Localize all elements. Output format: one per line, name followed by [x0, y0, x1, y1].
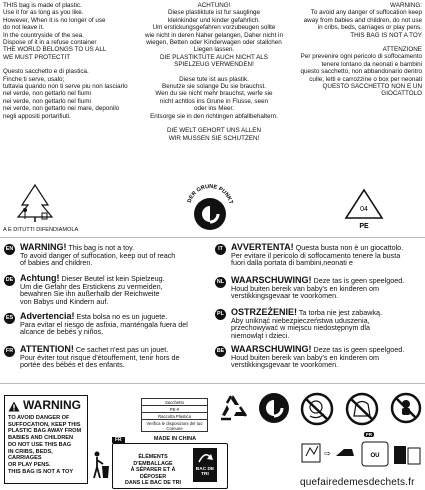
paragraph-en: THIS bag is made of plastic. Use it for as long as you like. However, When it is no longer of use do not leave it. In the countryside of the sea. Dispose of it in a refuse container THE WORLD BELONGS TO US ALL WE MUST PROTECTIT — [3, 2, 107, 61]
warning-body: Ta torba nie jest zabawką. Aby uniknąć niebezpieczeństwa uduszenia, przechowywać w miejscu niedostępnym dla niemowląt i dzieci. — [231, 308, 382, 340]
warning-es — [4, 313, 209, 336]
table-cell: Sacchetto — [142, 399, 208, 406]
flag-badge: IT — [215, 244, 226, 255]
flag-badge: ES — [4, 313, 15, 324]
material-table — [141, 398, 208, 432]
boxed-warning-title: WARNING — [23, 398, 81, 412]
recycle-number: 04 — [360, 206, 368, 213]
divider — [0, 237, 425, 238]
warning-de — [4, 275, 209, 305]
warning-body: Esta bolsa no es un juguete. Para evitar el riesgo de asfixia, manténgala fuera del alcance de bebés y niños. — [20, 312, 188, 337]
flag-badge: FR — [4, 346, 15, 357]
warning-body: This bag is not a toy. To avoid danger of suffocation, keep out of reach of babies and children. — [20, 243, 176, 268]
table-cell: Verifica le disposizioni del tuo Comune — [142, 420, 208, 432]
flag-badge: PL — [215, 309, 226, 320]
warning-body: Deze tas is geen speelgoed. Houd buiten bereik van baby's en kinderen om verstikkingsgevaar te voorkomen. — [231, 276, 405, 301]
warning-it — [215, 244, 420, 267]
no-child-suffocation-icon — [300, 392, 334, 431]
warning-fr — [4, 346, 209, 369]
flag-badge: NL — [215, 277, 226, 288]
sorting-bin-icon — [193, 448, 217, 482]
green-dot-icon — [180, 178, 240, 236]
warning-head: Achtung! — [20, 273, 60, 283]
warning-head: OSTRZEŻENIE! — [231, 307, 298, 317]
bin-label: BAC DE TRI — [195, 466, 215, 477]
tree-caption: A E DITUTTI DIFENDIAMOLA — [3, 227, 79, 233]
paragraph-en-warning: WARNING: To avoid any danger of suffocation keep away from babies and children, do not use in cribs, beds, carriages or play pens. THIS BAG IS NOT A TOY — [303, 2, 422, 39]
no-bag-over-head-icon — [345, 392, 379, 431]
tidy-man-tree-icon — [8, 183, 62, 223]
flag-fr: FR — [112, 437, 125, 443]
flag-badge: EN — [4, 244, 15, 255]
warning-body: Dieser Beutel ist kein Spielzeug. Um die Gefahr des Erstickens zu vermeiden, bewahren Sie ihn außerhalb der Reichweite von Babys und Kindern auf. — [20, 274, 165, 306]
boxed-warning-text: TO AVOID DANGER OF SUFFOCATION, KEEP THIS PLASTIC BAG AWAY FROM BABIES AND CHILDREN DO NOT USE THIS BAG IN CRIBS, BEDS, CARRIAGES OR PLAY PENS. THIS BAG IS NOT A TOY — [8, 415, 82, 475]
table-cell: PE-# — [142, 406, 208, 413]
warning-head: WARNING! — [20, 242, 67, 252]
sorting-illustrations — [300, 432, 422, 477]
table-cell: Raccolta Plastica — [142, 413, 208, 420]
warning-pl — [215, 309, 420, 339]
recycle-code: PE — [359, 223, 369, 230]
boxed-warning — [4, 395, 88, 484]
warning-body: Questa busta non è un giocattolo. Per evitare il pericolo di soffocamento tenere la busta fuori dalla portata di bambini,neonati e — [231, 243, 404, 268]
paragraph-de-use: Diese tute ist aus plastik. Benutze sie solange Du sie brauchst. Wen du sie nicht mehr brauchst, werfe sie nicht achtlos ins Grune in Flusse, seen oder ins Meer. Entsorge sie in den richtingen abfallbehaltern. — [150, 75, 278, 120]
warning-en — [4, 244, 209, 267]
divider — [0, 383, 425, 384]
recycle-pe-icon — [342, 188, 386, 230]
green-dot-small-icon — [258, 392, 290, 429]
warning-head: AVVERTENTA! — [231, 242, 294, 252]
tidyman-bin-icon — [92, 451, 110, 486]
svg-text:⇨: ⇨ — [324, 449, 331, 458]
flag-badge: DE — [4, 275, 15, 286]
flag-badge: BE — [215, 346, 226, 357]
warning-be — [215, 346, 420, 369]
paragraph-it-warning: ATTENZIONE Per prevenire ogni pericolo di soffocamento tenere lontano da neonati e bambini questo sacchetto, non abbandonario dentro culle, letti e carrozzine o box per neonati QUESTO SACCHETTO NON E UN GIOCATTOLO — [300, 46, 422, 98]
made-in-label: MADE IN CHINA — [153, 436, 197, 442]
warning-body: Ce sachet n'est pas un jouet. Pour éviter tout risque d'étouffement, tenir hors de portée des bébés et des enfants. — [20, 345, 180, 370]
warning-head: ATTENTION! — [20, 344, 74, 354]
warning-body: Deze tas is geen speelgoed. Houd buiten bereik van baby's en kinderen om verstikkingsgevaar te voorkomen. — [231, 345, 405, 370]
website-url: quefairedemesdechets.fr — [300, 477, 415, 488]
paragraph-de-warning: ACHTUNG! Diese plastiktute ist fur sauglinge kleinkinder und kinder gefahrlich. Um erstickungsgefahren vorzubeugen sollte wie nicht in deren Naher gelangen, Daher nicht in wiegen, Betten oder Kinderwagen oder stallchen Liegen lassen. DIE PLASTIKTUTE AUCH NICHT ALS SPIELZEUG VERWENDEN! — [145, 2, 283, 69]
warning-head: WAARSCHUWING! — [231, 344, 312, 354]
sort-ou-label: OU — [370, 453, 380, 459]
text-column-right — [288, 2, 422, 98]
warning-head: Advertencia! — [20, 311, 75, 321]
green-dot-label: DER GRUNE PUNKT — [186, 183, 234, 205]
text-column-left — [3, 2, 143, 120]
flag-fr: FR — [366, 432, 373, 437]
paragraph-it: Questo sacchetto e di plastica. Finche ti serve, usalo; tuttavia quando non ti serve piu non lasciarlo nel verde, non gettarlo nel fiumi nei verde, non gettarlo nel fiumi nei verde, non gettarlo nei mare, deponilo negli appositi portarifiuti. — [3, 68, 128, 120]
warning-head: WAARSCHUWING! — [231, 275, 312, 285]
text-column-center — [144, 2, 284, 142]
paragraph-de-world: DIE WELT GEHORT UNS ALLEN WIR MUSSEN SIE SCHUTZEN! — [166, 127, 261, 142]
recycle-arrows-icon — [217, 392, 249, 429]
no-infant-icon — [390, 392, 422, 429]
triman-text: ÉLÉMENTS D'EMBALLAGE À SÉPARER ET À DÉPOSER DANS LE BAC DE TRI — [124, 454, 181, 487]
warning-nl — [215, 277, 420, 300]
